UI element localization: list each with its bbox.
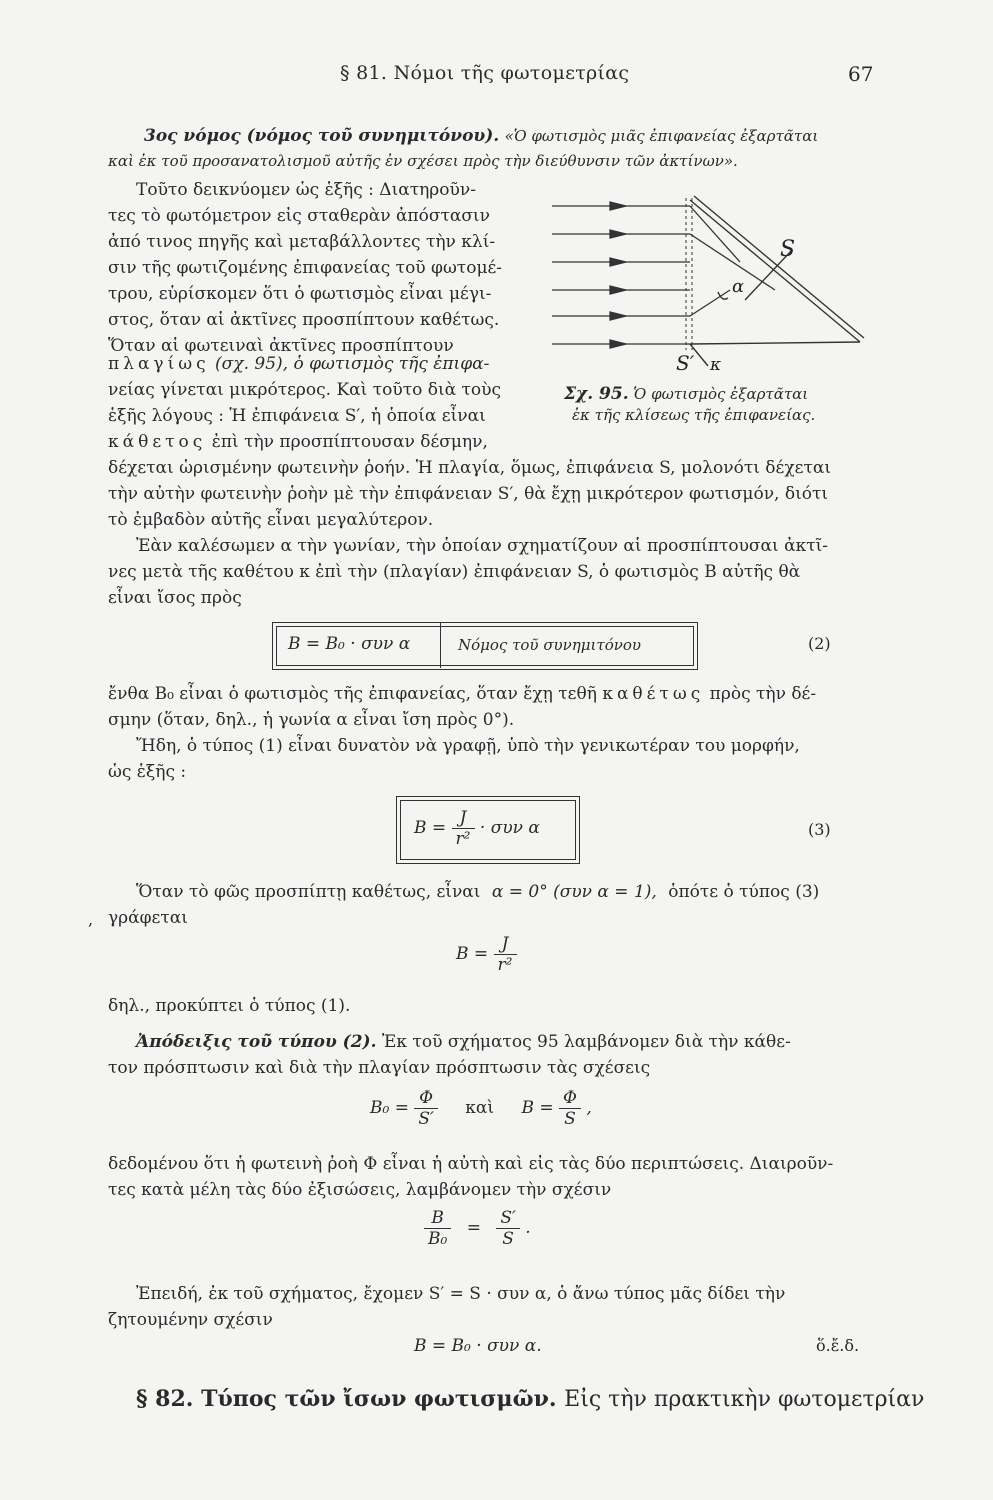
- formula-ratio-fraction-2: [496, 1208, 520, 1249]
- section-82-title: Τύπος τῶν ἴσων φωτισμῶν.: [201, 1386, 557, 1412]
- formula-2-expression: B = B₀ · συν α: [288, 634, 411, 654]
- left-text-line-5: τρου, εὑρίσκομεν ὅτι ὁ φωτισμὸς εἶναι μέγι-: [108, 284, 492, 304]
- formula-2-number: (2): [808, 634, 831, 653]
- figure-label-S: S: [780, 237, 796, 262]
- law3-heading-line: [144, 124, 818, 148]
- arrowhead-3: [610, 258, 626, 266]
- formula-simple-numerator: J: [494, 934, 517, 955]
- formula-2-label: Νόμος τοῦ συνημιτόνου: [458, 636, 642, 654]
- spaced-word-plagios: πλαγίως: [108, 354, 210, 374]
- formula-simple-denominator: r²: [497, 955, 513, 975]
- formula-pair-num1: Φ: [414, 1088, 438, 1109]
- para4-line1-a: Ὅταν τὸ φῶς προσπίπτῃ καθέτως, εἶναι: [136, 882, 481, 902]
- formula-3-numerator: J: [452, 808, 475, 829]
- para2-line-1: Ἐὰν καλέσωμεν α τὴν γωνίαν, τὴν ὁποίαν σχηματίζουν αἱ προσπίπτουσαι ἀκτῖ-: [136, 536, 829, 556]
- formula-ratio-fraction-1: [424, 1208, 451, 1249]
- para7-line-2: ζητουμένην σχέσιν: [108, 1310, 273, 1330]
- qed-mark: ὅ.ἔ.δ.: [816, 1336, 860, 1355]
- formula-pair-den1: S′: [418, 1109, 434, 1129]
- para4-line-2: γράφεται: [108, 908, 188, 928]
- para3-line1-a: ἔνθα B₀ εἶναι ὁ φωτισμὸς τῆς ἐπιφανείας, ὅταν ἔχῃ τεθῆ: [108, 684, 597, 704]
- para1-line-3: τὸ ἐμβαδὸν αὐτῆς εἶναι μεγαλύτερον.: [108, 510, 434, 530]
- para4-line1-b: ὁπότε ὁ τύπος (3): [668, 882, 820, 902]
- para1-line-2: τὴν αὐτὴν φωτεινὴν ῥοὴν μὲ τὴν ἐπιφάνειαν S′, θὰ ἔχῃ μικρότερον φωτισμόν, διότι: [108, 484, 829, 504]
- oblique-surface-S-edge: [694, 196, 864, 338]
- formula-simple: [456, 934, 517, 975]
- formula-3-denominator: r²: [455, 829, 471, 849]
- figure-label-kappa: κ: [710, 355, 722, 375]
- law3-heading: 3ος νόμος (νόμος τοῦ συνημιτόνου).: [144, 126, 500, 146]
- formula-pair-lhs1: B₀ =: [370, 1098, 409, 1118]
- formula-2-separator: [440, 622, 441, 668]
- left-text-line-6: στος, ὅταν αἱ ἀκτῖνες προσπίπτουν καθέτως.: [108, 310, 500, 330]
- section-82-rest: Εἰς τὴν πρακτικὴν φωτομετρίαν: [564, 1387, 925, 1412]
- left-text-line-9: νείας γίνεται μικρότερος. Καὶ τοῦτο διὰ τοὺς: [108, 380, 502, 400]
- section-82-number: § 82.: [136, 1386, 194, 1412]
- proof-heading: Ἀπόδειξις τοῦ τύπου (2).: [136, 1032, 377, 1052]
- formula-pair-fraction-1: [414, 1088, 438, 1129]
- figure-caption-text-1: Ὁ φωτισμὸς ἐξαρτᾶται: [633, 385, 809, 403]
- formula-pair-num2: Φ: [559, 1088, 581, 1109]
- formula-3-content: [414, 808, 540, 849]
- formula-pair-fraction-2: [559, 1088, 581, 1129]
- left-text-line-1: Τοῦτο δεικνύομεν ὡς ἑξῆς : Διατηροῦν-: [136, 180, 476, 200]
- para4-line-1: [136, 880, 819, 904]
- formula-ratio-den1: B₀: [428, 1229, 448, 1249]
- arrowhead-6: [610, 340, 626, 348]
- angle-alpha-arc: [718, 292, 728, 299]
- formula-pair-comma: ,: [586, 1098, 592, 1118]
- para3-line-4: ὡς ἑξῆς :: [108, 762, 187, 782]
- base-line: [690, 342, 860, 344]
- left-text-line-3: ἀπό τινος πηγῆς καὶ μεταβάλλοντες τὴν κλί-: [108, 232, 496, 252]
- formula-pair: [370, 1088, 592, 1129]
- figure-caption-line-1: [564, 384, 808, 404]
- ray-continuation-3: [690, 290, 730, 316]
- formula-pair-and: καὶ: [465, 1098, 495, 1118]
- formula-3-rhs: · συν α: [479, 818, 540, 838]
- para7-line-1: Ἐπειδή, ἐκ τοῦ σχήματος, ἔχομεν S′ = S · συν α, ὁ ἄνω τύπος μᾶς δίδει τὴν: [136, 1284, 786, 1304]
- left-line11-rest: ἐπὶ τὴν προσπίπτουσαν δέσμην,: [211, 432, 488, 452]
- para3-line-2: σμην (ὅταν, δηλ., ἡ γωνία α εἶναι ἴση πρὸς 0°).: [108, 710, 515, 730]
- para6-line-2: τες κατὰ μέλη τὰς δύο ἐξισώσεις, λαμβάνομεν τὴν σχέσιν: [108, 1180, 612, 1200]
- proof-line-1: [136, 1030, 791, 1054]
- figure-caption-line-2: ἐκ τῆς κλίσεως τῆς ἐπιφανείας.: [572, 406, 816, 424]
- left-text-line-7: Ὅταν αἱ φωτειναὶ ἀκτῖνες προσπίπτουν: [108, 336, 454, 356]
- para5: δηλ., προκύπτει ὁ τύπος (1).: [108, 996, 351, 1016]
- figure-caption-number: Σχ. 95.: [564, 384, 629, 404]
- formula-ratio-num2: S′: [496, 1208, 520, 1229]
- para4-line1-math: α = 0° (συν α = 1),: [491, 882, 657, 902]
- left-text-line-8: [108, 352, 489, 376]
- formula-3-fraction: [452, 808, 475, 849]
- section-82-heading: [136, 1386, 924, 1412]
- formula-ratio-equals: =: [466, 1218, 481, 1238]
- figure-label-alpha: α: [732, 276, 745, 297]
- formula-ratio-num1: B: [424, 1208, 451, 1229]
- spaced-word-kathetos-2: καθέτως: [602, 684, 705, 704]
- para2-line-2: νες μετὰ τῆς καθέτου κ ἐπὶ τὴν (πλαγίαν) ἐπιφάνειαν S, ὁ φωτισμὸς B αὐτῆς θὰ: [108, 562, 801, 582]
- running-header: § 81. Νόμοι τῆς φωτομετρίας: [340, 62, 630, 84]
- left-text-line-2: τες τὸ φωτόμετρον εἰς σταθερὰν ἀπόστασιν: [108, 206, 490, 226]
- para6-line-1: δεδομένου ὅτι ἡ φωτεινὴ ῥοὴ Φ εἶναι ἡ αὐτὴ καὶ εἰς τὰς δύο περιπτώσεις. Διαιροῦν-: [108, 1154, 834, 1174]
- para3-line-1: [108, 682, 816, 706]
- left-text-line-11: [108, 430, 488, 454]
- left-text-line-4: σιν τῆς φωτιζομένης ἐπιφανείας τοῦ φωτομέ-: [108, 258, 503, 278]
- formula-3-number: (3): [808, 820, 831, 839]
- proof-line-2: τον πρόσπτωσιν καὶ διὰ τὴν πλαγίαν πρόσπτωσιν τὰς σχέσεις: [108, 1058, 651, 1078]
- formula-simple-lhs: B =: [456, 944, 489, 964]
- formula-3-lhs: B =: [414, 818, 447, 838]
- formula-pair-lhs2: B =: [521, 1098, 554, 1118]
- arrowhead-4: [610, 286, 626, 294]
- figure-95-diagram: [550, 190, 880, 380]
- law3-quote-part2: καὶ ἐκ τοῦ προσανατολισμοῦ αὐτῆς ἐν σχέσει πρὸς τὴν διεύθυνσιν τῶν ἀκτίνων».: [108, 152, 738, 170]
- formula-final: B = B₀ · συν α.: [414, 1336, 542, 1356]
- law3-quote-part1: «Ὁ φωτισμὸς μιᾶς ἐπιφανείας ἐξαρτᾶται: [504, 127, 819, 145]
- arrowhead-1: [610, 202, 626, 210]
- left-text-line-10: ἑξῆς λόγους : Ἡ ἐπιφάνεια S′, ἡ ὁποία εἶναι: [108, 406, 486, 426]
- formula-ratio-dot: .: [525, 1218, 531, 1238]
- formula-simple-fraction: [494, 934, 517, 975]
- formula-pair-den2: S: [564, 1109, 576, 1129]
- proof-line1-rest: Ἐκ τοῦ σχήματος 95 λαμβάνομεν διὰ τὴν κάθε-: [381, 1032, 791, 1052]
- spaced-word-kathetos: κάθετος: [108, 432, 207, 452]
- left-line8-rest: (σχ. 95), ὁ φωτισμὸς τῆς ἐπιφα-: [215, 354, 490, 374]
- para1-line-1: δέχεται ὡρισμένην φωτεινὴν ῥοήν. Ἡ πλαγία, ὅμως, ἐπιφάνεια S, μολονότι δέχεται: [108, 458, 832, 478]
- page-number: 67: [848, 62, 874, 86]
- oblique-surface-S: [690, 200, 860, 342]
- formula-ratio-den2: S: [502, 1229, 514, 1249]
- formula-ratio: [424, 1208, 531, 1249]
- margin-mark: ,: [88, 910, 94, 929]
- para2-line-3: εἶναι ἴσος πρὸς: [108, 588, 242, 608]
- figure-label-S-prime: S′: [676, 351, 695, 375]
- arrowhead-2: [610, 230, 626, 238]
- arrowhead-5: [610, 312, 626, 320]
- para3-line1-b: πρὸς τὴν δέ-: [709, 684, 817, 704]
- para3-line-3: Ἤδη, ὁ τύπος (1) εἶναι δυνατὸν νὰ γραφῇ, ὑπὸ τὴν γενικωτέραν του μορφήν,: [136, 736, 800, 756]
